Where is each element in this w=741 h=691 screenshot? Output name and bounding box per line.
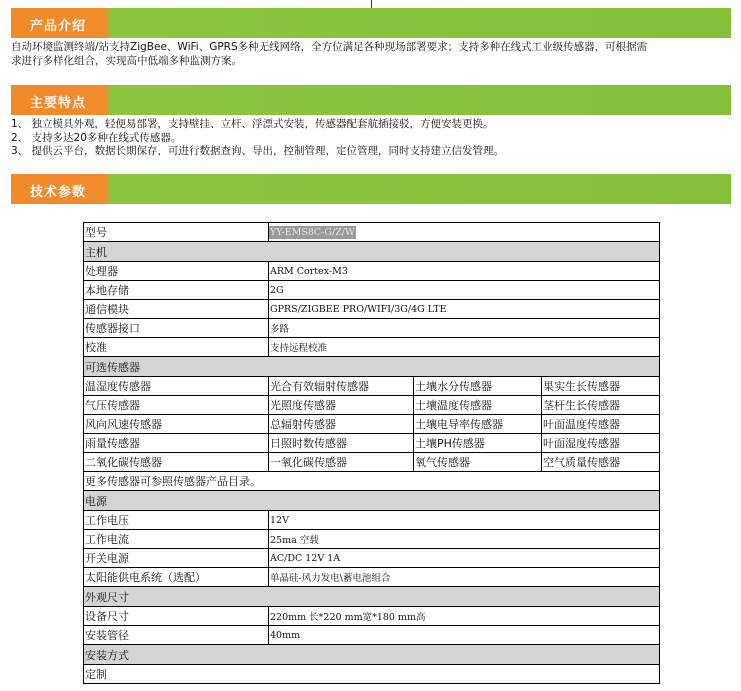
spec-label: 本地存储 (84, 281, 269, 300)
spec-label: 工作电流 (84, 530, 269, 549)
model-label: 型号 (84, 223, 269, 242)
sensor-cell: 叶面温度传感器 (542, 415, 660, 434)
spec-value: GPRS/ZIGBEE PRO/WIFI/3G/4G LTE (269, 300, 660, 319)
install-value: 定制 (84, 665, 660, 684)
specs-title: 技术参数 (30, 185, 87, 200)
table-row (84, 607, 660, 626)
table-row (84, 396, 660, 415)
intro-line-2: 求进行多样化组合，实现高中低端多种监测方案。 (11, 54, 242, 67)
table-row (84, 262, 660, 281)
spec-table (83, 222, 660, 684)
spec-value: 支持远程校准 (269, 338, 660, 357)
sensor-cell: 总辐射传感器 (269, 415, 414, 434)
spec-value: ARM Cortex-M3 (269, 262, 660, 281)
table-row (84, 453, 660, 472)
sensor-cell: 土壤电导率传感器 (414, 415, 542, 434)
feature-item-2: 2、 支持多达20多种在线式传感器。 (11, 131, 182, 144)
sensor-note: 更多传感器可参照传感器产品目录。 (84, 472, 660, 491)
sensor-cell: 果实生长传感器 (542, 377, 660, 396)
host-section-header: 主机 (84, 242, 660, 262)
features-banner (11, 85, 731, 115)
table-row (84, 549, 660, 568)
table-row (84, 472, 660, 491)
spec-label: 安装管径 (84, 626, 269, 645)
spec-value: 2G (269, 281, 660, 300)
table-row (84, 626, 660, 645)
table-row (84, 242, 660, 262)
table-row (84, 300, 660, 319)
power-section-header: 电源 (84, 491, 660, 511)
table-row (84, 319, 660, 338)
table-row (84, 645, 660, 665)
table-row (84, 338, 660, 357)
intro-banner (11, 8, 731, 38)
sensor-cell: 土壤温度传感器 (414, 396, 542, 415)
spec-label: 通信模块 (84, 300, 269, 319)
sensor-cell: 土壤水分传感器 (414, 377, 542, 396)
install-section-header: 安装方式 (84, 645, 660, 665)
spec-value: 多路 (269, 319, 660, 338)
intro-text (11, 41, 733, 68)
spec-label: 处理器 (84, 262, 269, 281)
sensor-section-header: 可选传感器 (84, 357, 660, 377)
intro-title: 产品介绍 (30, 19, 87, 34)
sensor-cell: 风向风速传感器 (84, 415, 269, 434)
spec-value: 12V (269, 511, 660, 530)
sensor-cell: 氧气传感器 (414, 453, 542, 472)
spec-label: 太阳能供电系统（选配） (84, 568, 269, 587)
sensor-cell: 温湿度传感器 (84, 377, 269, 396)
feature-item-3: 3、 提供云平台，数据长期保存，可进行数据查询、导出，控制管理，定位管理，同时支持建立信发管理。 (11, 145, 505, 157)
sensor-cell: 叶面湿度传感器 (542, 434, 660, 453)
spec-value: 220mm 长*220 mm宽*180 mm高 (269, 607, 660, 626)
size-section-header: 外观尺寸 (84, 587, 660, 607)
features-list (11, 118, 733, 159)
spec-label: 设备尺寸 (84, 607, 269, 626)
model-value: YY-EMS8C-G/Z/W (270, 227, 355, 238)
spec-label: 开关电源 (84, 549, 269, 568)
table-row (84, 568, 660, 587)
table-row (84, 587, 660, 607)
spec-value: 单晶硅-风力发电\蓄电池组合 (269, 568, 660, 587)
spec-label: 传感器接口 (84, 319, 269, 338)
spec-label: 工作电压 (84, 511, 269, 530)
features-title: 主要特点 (30, 96, 87, 111)
sensor-cell: 茎杆生长传感器 (542, 396, 660, 415)
table-row (84, 415, 660, 434)
table-row (84, 223, 660, 242)
table-row (84, 491, 660, 511)
feature-item-1: 1、 独立模具外观，轻便易部署，支持壁挂、立杆、浮漂式安装，传感器配套航插接驳，方便安装更换。 (11, 118, 494, 130)
table-row (84, 511, 660, 530)
specs-banner (11, 174, 731, 204)
sensor-cell: 气压传感器 (84, 396, 269, 415)
table-row (84, 434, 660, 453)
sensor-cell: 光合有效辐射传感器 (269, 377, 414, 396)
sensor-cell: 二氧化碳传感器 (84, 453, 269, 472)
table-row (84, 377, 660, 396)
top-divider-tick (371, 0, 372, 8)
intro-line-1: 自动环境监测终端/站支持ZigBee、WiFi、GPRS多种无线网络，全方位满足各种现场部署要求；支持多种在线式工业级传感器，可根据需 (11, 41, 648, 53)
spec-value: 25ma 空载 (269, 530, 660, 549)
sensor-cell: 雨量传感器 (84, 434, 269, 453)
sensor-cell: 一氧化碳传感器 (269, 453, 414, 472)
spec-value: AC/DC 12V 1A (269, 549, 660, 568)
sensor-cell: 土壤PH传感器 (414, 434, 542, 453)
spec-value: 40mm (269, 626, 660, 645)
table-row (84, 665, 660, 684)
spec-label: 校准 (84, 338, 269, 357)
sensor-cell: 光照度传感器 (269, 396, 414, 415)
table-row (84, 357, 660, 377)
table-row (84, 530, 660, 549)
sensor-cell: 空气质量传感器 (542, 453, 660, 472)
table-row (84, 281, 660, 300)
sensor-cell: 日照时数传感器 (269, 434, 414, 453)
